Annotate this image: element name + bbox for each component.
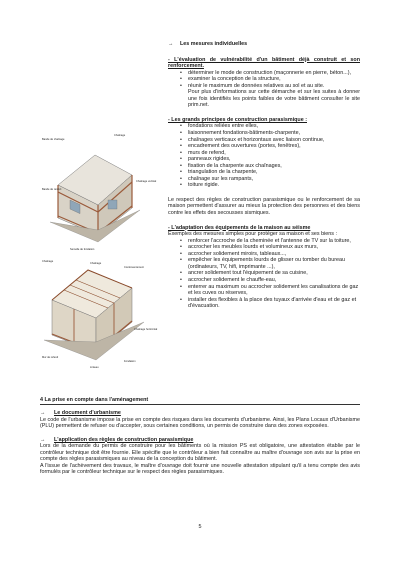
label-bottom-4: Chaînage horizontal: [134, 328, 158, 331]
principes-heading: - Les grands principes de construction parasismique :: [168, 116, 307, 123]
list-item: • triangulation de la charpente,: [178, 169, 360, 176]
label-bottom-5: Mur de refend: [42, 356, 59, 359]
label-top-3: Chaînage vertical: [136, 180, 157, 183]
list-item: • panneaux rigides,: [178, 156, 360, 163]
label-top-2: Chaînage: [114, 134, 126, 137]
list-item: • examiner la conception de la structure,: [178, 76, 360, 83]
list-item: • chaînages verticaux et horizontaux avec liaison continue,: [178, 137, 360, 144]
right-column: [168, 41, 360, 310]
adaptation-heading: - L'adaptation des équipements de la maison au séisme: [168, 224, 311, 231]
regles-text-1: Lors de la demande du permis de construire pour les bâtiments où la mission PS est obligatoire, une attestation établie par le contrôleur technique doit être fournie. Elle spécifie que le contrôleur a bien fait connaître au maître d'ouvrage son avis sur la prise en compte des règles parasismiques au niveau de la conception du bâtiment.: [40, 443, 360, 463]
list-item: • murs de refend,: [178, 150, 360, 157]
list-item: • réunir le maximum de données relatives au sol et au site.: [178, 83, 360, 90]
house-top: [50, 155, 140, 242]
list-item: • accrocher solidement miroirs, tableaux...,: [178, 251, 360, 258]
section4-body: [40, 410, 360, 476]
list-item: • installer des flexibles à la place des tuyaux d'arrivée d'eau et de gaz et d'évacuation.: [178, 297, 360, 310]
list-item: • accrocher les meubles lourds et volumineux aux murs,: [178, 244, 360, 251]
house-illustrations: [40, 130, 160, 375]
section-mesures-heading: → Les mesures individuelles: [168, 41, 248, 47]
label-top-5: Semelle de fondation: [70, 248, 95, 251]
eval-heading: - L'évaluation de vulnérabilité d'un bâtiment déjà construit et son renforcement.: [168, 56, 360, 70]
list-item: • fondations reliées entre elles,: [178, 123, 360, 130]
label-bottom-1: Chaînage: [42, 260, 54, 263]
list-item: • encadrement des ouvertures (portes, fenêtres),: [178, 143, 360, 150]
list-item: • toiture rigide.: [178, 182, 360, 189]
label-top-4: Bande de renfort: [42, 188, 62, 191]
label-bottom-3: Contreventement: [124, 266, 144, 269]
list-item: • renforcer l'accroche de la cheminée et l'antenne de TV sur la toiture,: [178, 238, 360, 245]
house-bottom: [44, 270, 144, 360]
eval-list: [168, 70, 360, 90]
urbanisme-heading: → Le document d'urbanisme: [40, 410, 121, 416]
adaptation-list: [168, 238, 360, 310]
page-number: 5: [198, 524, 202, 530]
list-item: • ancrer solidement tout l'équipement de sa cuisine,: [178, 270, 360, 277]
label-bottom-6: Linteau: [90, 366, 99, 369]
regles-text-2: A l'issue de l'achèvement des travaux, le maître d'ouvrage doit fournir une nouvelle attestation stipulant qu'il a tenu compte des avis formulés par le contrôleur technique sur le respect des règles parasismiques.: [40, 462, 360, 476]
house-diagram: [40, 130, 160, 375]
arrow-icon: →: [168, 41, 174, 47]
urbanisme-text: Le code de l'urbanisme impose la prise en compte des risques dans les documents d'urbanisme. Ainsi, les Plans Locaux d'Urbanisme (PLU) permettent de refuser ou d'accepter, sous certaines conditions, un permis de construire dans des zones exposées.: [40, 416, 360, 430]
adaptation-intro: Exemples des mesures simples pour protéger sa maison et ses biens :: [168, 231, 337, 238]
principes-paragraph: Le respect des règles de construction parasismique ou le renforcement de sa maison permettent d'assurer au mieux la protection des personnes et des biens contre les effets des secousses sismiques.: [168, 196, 360, 217]
arrow-icon: →: [40, 410, 46, 416]
list-item: • liaisonnement fondations-bâtiments-charpente,: [178, 130, 360, 137]
label-top-1: Bande de chaînage: [42, 138, 65, 141]
list-item: • enterrer au maximum ou accrocher solidement les canalisations de gaz et les cuves ou réserves,: [178, 284, 360, 297]
arrow-icon: →: [40, 436, 46, 443]
label-bottom-2: Chaînage: [90, 262, 102, 265]
list-item: • empêcher les équipements lourds de glisser ou tomber du bureau (ordinateurs, TV, hifi, imprimante ...),: [178, 257, 360, 270]
eval-note: Pour plus d'informations sur cette démarche et sur les suites à donner une fois identifiés les points faibles de votre bâtiment consulter le site prim.net.: [188, 89, 360, 109]
principes-list: [168, 123, 360, 188]
regles-heading: → L'application des règles de construction parasismique: [40, 436, 194, 443]
section4-heading: 4 La prise en compte dans l'aménagement: [40, 397, 360, 404]
section-divider: [40, 404, 360, 405]
list-item: • déterminer le mode de construction (maçonnerie en pierre, béton...),: [178, 70, 360, 77]
list-item: • accrocher solidement le chauffe-eau,: [178, 277, 360, 284]
list-item: • fixation de la charpente aux chaînages,: [178, 163, 360, 170]
label-bottom-7: Fondation: [124, 360, 136, 363]
list-item: • chaînage sur les rampants,: [178, 176, 360, 183]
